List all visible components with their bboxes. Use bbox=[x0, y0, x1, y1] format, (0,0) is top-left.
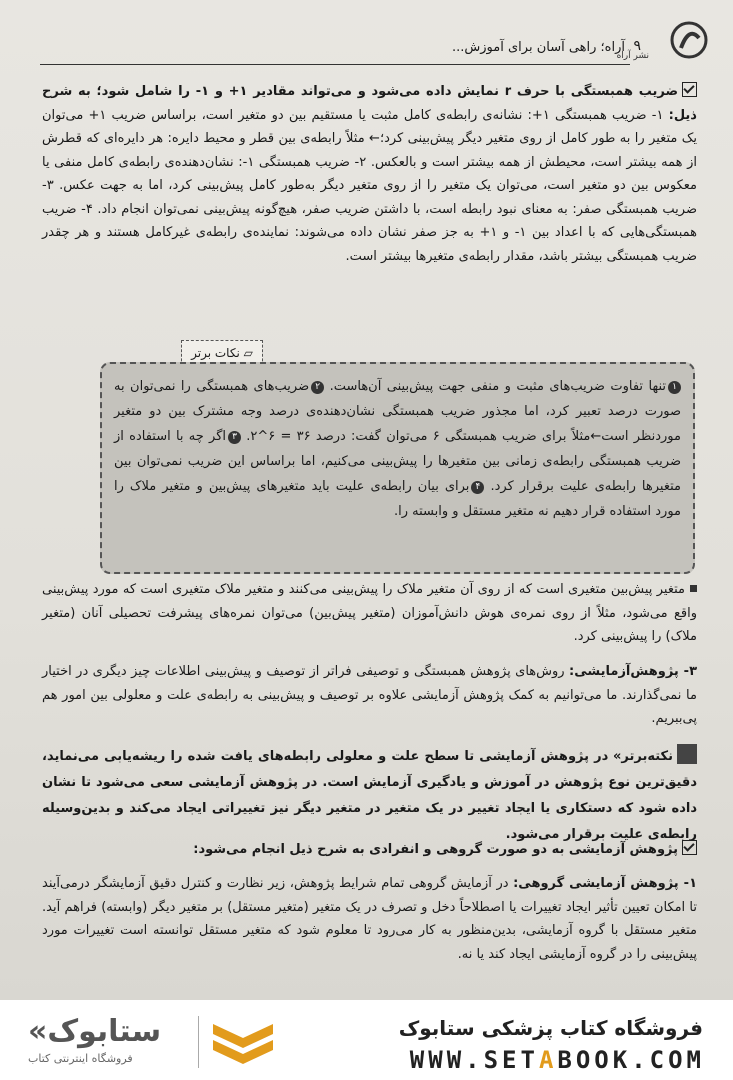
tip-3: اگر چه با استفاده از ضریب همبستگی رابطه‌ی زمانی بین متغیرها را پیش‌بینی می‌کنیم، اما براساس این ضریب نمی‌توان بین متغیرها رابطه‌ی علیت برقرار کرد. bbox=[114, 429, 681, 494]
page-header bbox=[40, 18, 715, 66]
tag-icon: ▱ bbox=[239, 346, 253, 360]
paragraph-text: متغیر پیش‌بین متغیری است که از روی آن متغیر ملاک را پیش‌بینی می‌کنند و متغیر ملاک متغیری است که مورد پیش‌بینی واقع می‌شود، مثلاً از روی نمره‌ی هوش دانش‌آموزان (متغیر پیش‌بین) می‌توان نمره‌های پیشرفت تحصیلی آنان (متغیر ملاک) را پیش‌بینی کرد. bbox=[42, 582, 697, 644]
store-logo bbox=[28, 1012, 278, 1072]
note-icon bbox=[677, 744, 697, 764]
paragraph-text: پژوهش آزمایشی به دو صورت گروهی و انفرادی به شرح ذیل انجام می‌شود: bbox=[193, 842, 678, 857]
paragraph-group-experiment bbox=[42, 872, 697, 966]
paragraph-predictor bbox=[42, 578, 697, 649]
section-heading: ۳- پژوهش‌آزمایشی: bbox=[569, 664, 697, 679]
tip-number-4: ۴ bbox=[471, 481, 484, 494]
paragraph-body: ۱- ضریب همبستگی ۱+: نشانه‌ی رابطه‌ی کامل مثبت یا مستقیم بین دو متغیر است، براساس ضریب ۱+ می‌توان یک متغیر را به طور کامل از روی متغیر دیگر پیش‌بینی کرد؛← مثلاً رابطه‌ی بین قطر و محیط دایره: هر دایره‌ای که قطرش از همه بیشتر است، محیطش از همه بیشتر است و بالعکس. ۲- ضریب همبستگی ۱-: نشان‌دهنده‌ی رابطه‌ی کامل منفی یا معکوس بین دو متغیر است، می‌توان یک متغیر را از روی متغیر دیگر به‌طور کامل پیش‌بینی کرد، اما به جهت عکس. ۳- ضریب همبستگی صفر: به معنای نبود رابطه است، با داشتن ضریب صفر، هیچ‌گونه پیش‌بینی نمی‌توان انجام داد. ۴- ضریب همبستگی‌هایی که با اعداد بین ۱- و ۱+ به جز صفر نشان داده می‌شوند: نماینده‌ی رابطه‌ی غیرکامل هستند و هر چقدر ضریب همبستگی بیشتر باشد، مقدار رابطه‌ی متغیرها بیشتر است. bbox=[42, 107, 698, 264]
section-heading: ۱- پژوهش آزمایشی گروهی: bbox=[513, 876, 697, 891]
tip-number-3: ۳ bbox=[228, 431, 241, 444]
store-footer bbox=[0, 1000, 733, 1080]
tip-2: ضریب‌های همبستگی را نمی‌توان به صورت درصد تعبیر کرد، اما مجذور ضریب همبستگی نشان‌دهنده‌ی درصد وجه مشترک بین دو متغیر موردنظر است←مثلاً برای ضریب همبستگی ۶ می‌توان گفت: درصد ۳۶ = ۶^۲. bbox=[114, 379, 681, 444]
logo-divider bbox=[198, 1016, 199, 1068]
top-note bbox=[42, 744, 697, 848]
header-rule bbox=[40, 64, 630, 65]
chevron-logo-icon bbox=[208, 1018, 278, 1070]
paragraph-correlation bbox=[42, 80, 697, 268]
tip-number-2: ۲ bbox=[311, 381, 324, 394]
store-logo-brand: ستابوک» bbox=[28, 1014, 162, 1049]
store-logo-sub: فروشگاه اینترنتی کتاب bbox=[28, 1052, 133, 1065]
note-heading: نکته‌برتر» bbox=[613, 749, 673, 764]
tip-number-1: ۱ bbox=[668, 381, 681, 394]
paragraph-text: در آزمایش گروهی تمام شرایط پژوهش، زیر نظارت و کنترل دقیق آزمایشگر درمی‌آیند تا امکان تعیین تأثیر ایجاد تغییرات یا اصطلاحاً دخل و تصرف در یک متغیر (متغیر مستقل) بر متغیر دیگر (وابسته) فراهم آید. متغیر مستقل با گروه آزمایشی، بدین‌منظور به کار می‌رود تا معلوم شود که متغیر مستقل توانسته است تغییرات مورد پیش‌بینی را در گروه آزمایشی ایجاد کند یا نه. bbox=[42, 876, 697, 962]
page-number: ۹ bbox=[633, 38, 641, 54]
tip-1: تنها تفاوت ضریب‌های مثبت و منفی جهت پیش‌بینی آن‌هاست. bbox=[329, 379, 666, 394]
checkbox-icon bbox=[682, 82, 697, 97]
paragraph-lead: ضریب همبستگی با حرف r نمایش داده می‌شود و می‌تواند مقادیر ۱+ و ۱- را شامل شود؛ به شرح ذیل: bbox=[42, 84, 697, 123]
tag-label: نکات برتر bbox=[191, 346, 240, 360]
running-title: آراه؛ راهی آسان برای آموزش... bbox=[452, 40, 625, 55]
paragraph-experimental bbox=[42, 660, 697, 731]
checkbox-icon bbox=[682, 840, 697, 855]
logo-text: نشر آراه bbox=[616, 51, 649, 61]
paragraph-types bbox=[42, 838, 697, 862]
paragraph-text: روش‌های پژوهش همبستگی و توصیفی فراتر از توصیف و پیش‌بینی اطلاعات چیز دیگری در اختیار ما نمی‌گذارند. ما می‌توانیم به کمک پژوهش آزمایشی علاوه بر توصیف و پیش‌بینی به رابطه‌ی علت و معلولی بین امور هم پی‌ببریم. bbox=[42, 664, 697, 726]
bullet-square-icon bbox=[690, 585, 697, 592]
note-text: در پژوهش آزمایشی تا سطح علت و معلولی رابطه‌های یافت شده را ریشه‌یابی می‌نماید، دقیق‌ترین نوع پژوهش در آموزش و یادگیری آزمایش است. در پژوهش آزمایشی سعی می‌شود تا نشان داده شود که دستکاری یا ایجاد تغییر در یک متغیر در متغیر دیگر نیز تغییراتی ایجاد می‌کند و بدین‌وسیله رابطه‌ی علیت برقرار می‌شود. bbox=[42, 749, 697, 842]
tip-4: برای بیان رابطه‌ی علیت باید متغیرهای پیش‌بین و متغیر ملاک را مورد استفاده قرار دهیم نه متغیر مستقل و وابسته را. bbox=[114, 479, 681, 519]
store-url[interactable]: WWW.SETABOOK.COM bbox=[409, 1046, 705, 1074]
publisher-logo bbox=[616, 18, 715, 64]
top-tips-box bbox=[100, 362, 695, 574]
store-name: فروشگاه کتاب پزشکی ستابوک bbox=[398, 1016, 703, 1040]
